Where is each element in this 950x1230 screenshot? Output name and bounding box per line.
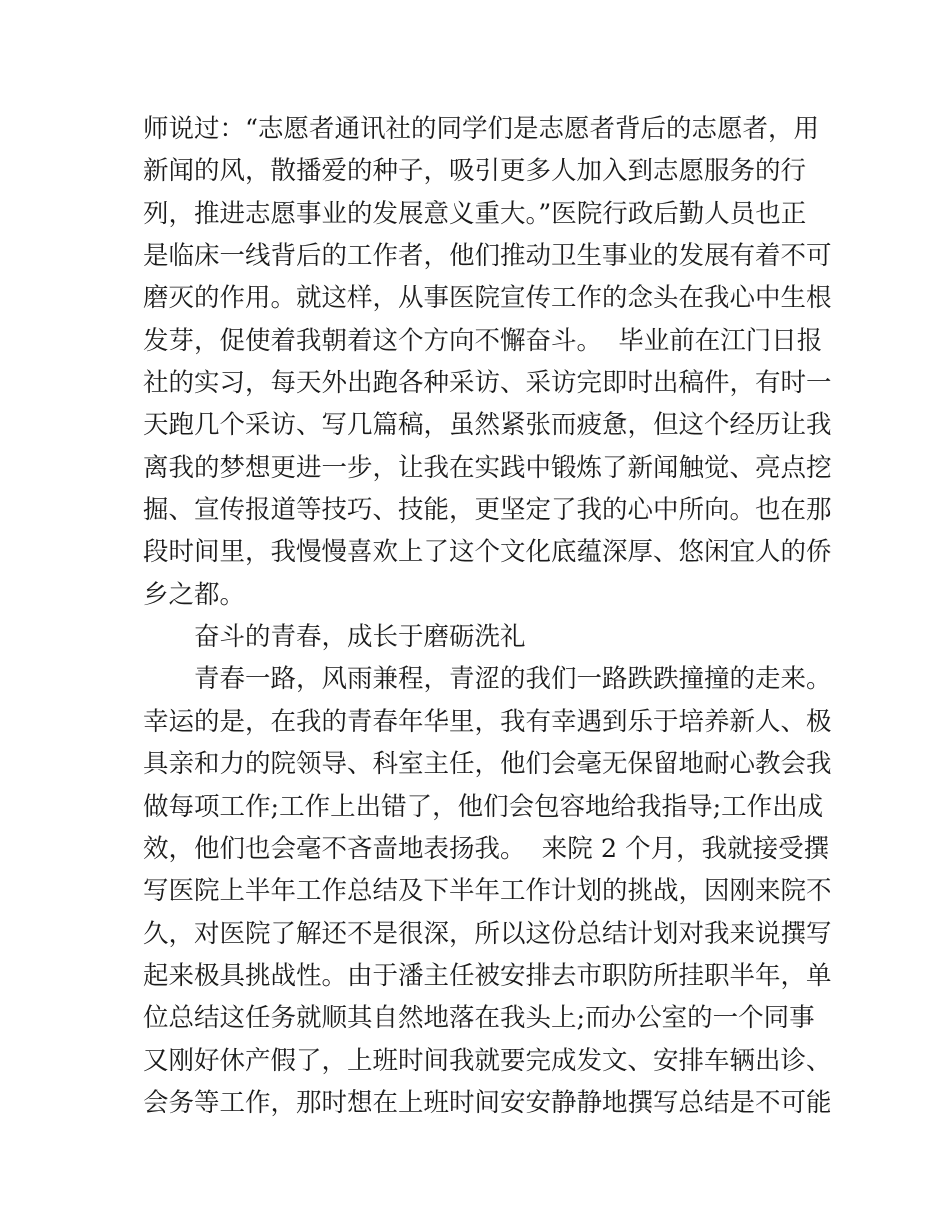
text-line: 效，他们也会毫不吝啬地表扬我。 来院 2 个月，我就接受撰	[143, 833, 830, 864]
text-line: 磨灭的作用。就这样，从事医院宣传工作的念头在我心中生根	[143, 283, 832, 314]
text-line: 新闻的风，散播爱的种子，吸引更多人加入到志愿服务的行	[143, 156, 807, 187]
text-line: 天跑几个采访、写几篇稿，虽然紧张而疲惫，但这个经历让我	[143, 410, 832, 441]
text-line: 掘、宣传报道等技巧、技能，更坚定了我的心中所向。也在那	[143, 495, 832, 526]
body-text	[143, 108, 832, 1124]
text-line: 起来极具挑战性。由于潘主任被安排去市职防所挂职半年，单	[143, 960, 832, 991]
text-line: 段时间里，我慢慢喜欢上了这个文化底蕴深厚、悠闲宜人的侨	[143, 537, 832, 568]
text-line: 位总结这任务就顺其自然地落在我头上;而办公室的一个同事	[143, 1003, 815, 1034]
text-line: 师说过：“志愿者通讯社的同学们是志愿者背后的志愿者，用	[143, 114, 820, 144]
text-line: 写医院上半年工作总结及下半年工作计划的挑战，因刚来院不	[143, 876, 832, 907]
text-line: 会务等工作，那时想在上班时间安安静静地撰写总结是不可能	[143, 1087, 832, 1118]
text-line: 久，对医院了解还不是很深，所以这份总结计划对我来说撰写	[143, 918, 832, 949]
text-line: 做每项工作;工作上出错了，他们会包容地给我指导;工作出成	[143, 791, 824, 822]
section-heading: 奋斗的青春，成长于磨砺洗礼	[194, 622, 526, 653]
text-line: 列，推进志愿事业的发展意义重大。”医院行政后勤人员也正	[143, 198, 807, 229]
text-line: 具亲和力的院领导、科室主任，他们会毫无保留地耐心教会我	[143, 749, 832, 780]
text-line: 乡之都。	[143, 579, 246, 610]
text-line: 又刚好休产假了，上班时间我就要完成发文、安排车辆出诊、	[143, 1045, 832, 1076]
text-line: 离我的梦想更进一步，让我在实践中锻炼了新闻触觉、亮点挖	[143, 452, 832, 483]
text-line: 是临床一线背后的工作者，他们推动卫生事业的发展有着不可	[143, 241, 832, 272]
text-line: 发芽，促使着我朝着这个方向不懈奋斗。 毕业前在江门日报	[143, 325, 823, 356]
text-line: 幸运的是，在我的青春年华里，我有幸遇到乐于培养新人、极	[143, 706, 832, 737]
text-line: 社的实习，每天外出跑各种采访、采访完即时出稿件，有时一	[143, 368, 832, 399]
paragraph-first-line: 青春一路，风雨兼程，青涩的我们一路跌跌撞撞的走来。	[194, 664, 832, 695]
